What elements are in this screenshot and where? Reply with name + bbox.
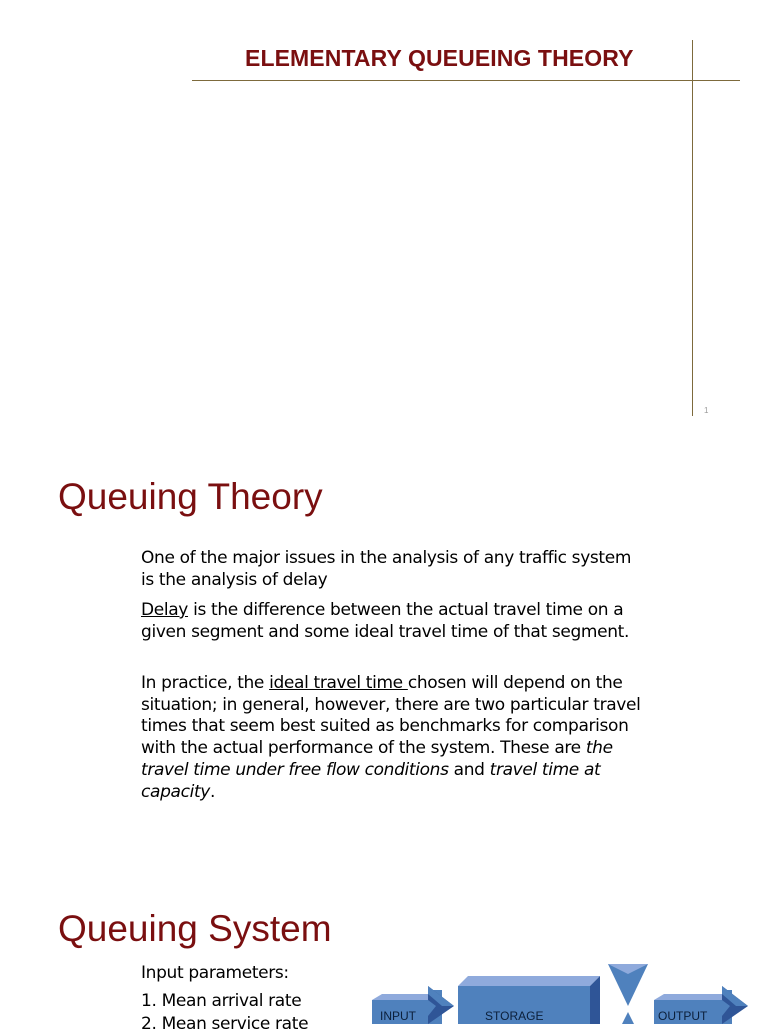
delay-definition-text: is the difference between the actual travel time on a given segment and some ideal travel time of that segment. [141,600,630,642]
delay-term: Delay [141,600,189,620]
page-number: 1 [704,406,709,415]
free-flow-term: the travel time under free flow conditions [141,738,613,780]
paragraph-delay-definition [141,600,641,643]
p3-text-b: chosen will depend on the situation; in general, however, there are two particular travel times that seem best suited as benchmarks for comparison with the actual performance of the system. These are [141,673,641,759]
list-item-service-rate: 2. Mean service rate [141,1014,309,1034]
p3-text-c: and [448,759,490,780]
output-label: OUTPUT [658,1009,708,1023]
p3-text-d: . [209,781,216,802]
input-label: INPUT [380,1009,416,1023]
slide-2-title: Queuing Theory [58,476,323,517]
server-hourglass [608,964,648,1024]
ideal-travel-time-term: ideal travel time [269,673,408,693]
capacity-term: travel time at capacity [141,759,601,802]
list-item-arrival-rate: 1. Mean arrival rate [141,991,302,1011]
paragraph-ideal-travel-time [141,673,641,803]
horizontal-rule [192,80,740,81]
storage-label: STORAGE [485,1009,544,1023]
slide-3-title: Queuing System [58,908,332,949]
slide-1-title: ELEMENTARY QUEUEING THEORY [245,45,634,71]
vertical-rule [692,40,693,416]
paragraph-delay-issue: One of the major issues in the analysis of any traffic system is the analysis of delay [141,548,632,590]
input-parameters-label: Input parameters: [141,963,289,983]
queuing-system-diagram [360,958,768,1024]
p3-text-a: In practice, the [141,673,270,693]
